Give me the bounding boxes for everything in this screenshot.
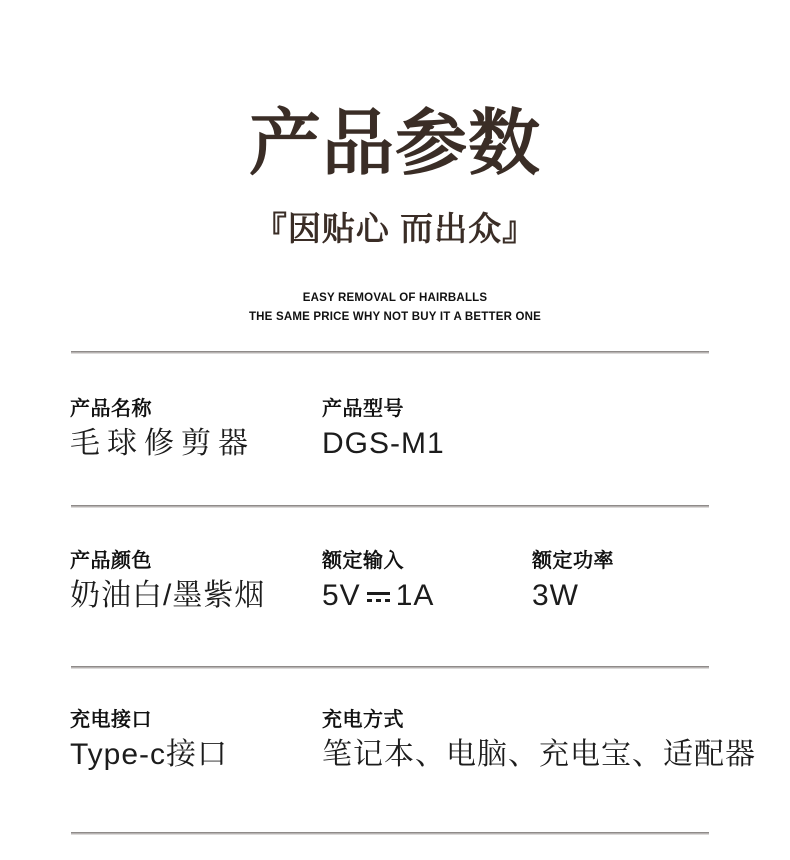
divider — [71, 505, 709, 508]
page-title: 产品参数 — [248, 104, 541, 184]
spec-charging-port — [70, 709, 228, 773]
rated-input-current: 1A — [395, 579, 435, 612]
spec-rated-power — [532, 550, 614, 614]
spec-rated-input — [322, 550, 434, 614]
spec-label: 充电方式 — [322, 709, 404, 731]
spec-value: 笔记本、电脑、充电宝、适配器 — [322, 738, 756, 771]
divider — [71, 832, 709, 835]
divider — [71, 666, 709, 669]
rated-input-voltage: 5V — [322, 579, 361, 612]
spec-label: 产品型号 — [322, 398, 404, 420]
spec-value: DGS-M1 — [322, 427, 445, 460]
tagline-english-line1: EASY REMOVAL OF HAIRBALLS — [302, 292, 488, 304]
spec-label: 额定输入 — [322, 550, 404, 572]
spec-value: 奶油白/墨紫烟 — [70, 579, 266, 612]
spec-product-name — [70, 398, 255, 462]
spec-value: 3W — [532, 579, 579, 612]
spec-value: Type-c接口 — [70, 738, 229, 771]
spec-label: 额定功率 — [532, 550, 614, 572]
spec-label: 充电接口 — [70, 709, 152, 731]
spec-value — [322, 579, 434, 614]
spec-value: 毛球修剪器 — [70, 427, 255, 460]
spec-charging-method — [322, 709, 756, 773]
page-subtitle: 『因贴心 而出众』 — [253, 210, 537, 247]
divider — [71, 351, 709, 354]
tagline-english-line2: THE SAME PRICE WHY NOT BUY IT A BETTER ONE — [248, 311, 542, 323]
spec-label: 产品颜色 — [70, 550, 152, 572]
spec-label: 产品名称 — [70, 398, 152, 420]
dc-current-icon — [367, 592, 390, 602]
spec-product-color — [70, 550, 265, 614]
spec-product-model — [322, 398, 445, 462]
